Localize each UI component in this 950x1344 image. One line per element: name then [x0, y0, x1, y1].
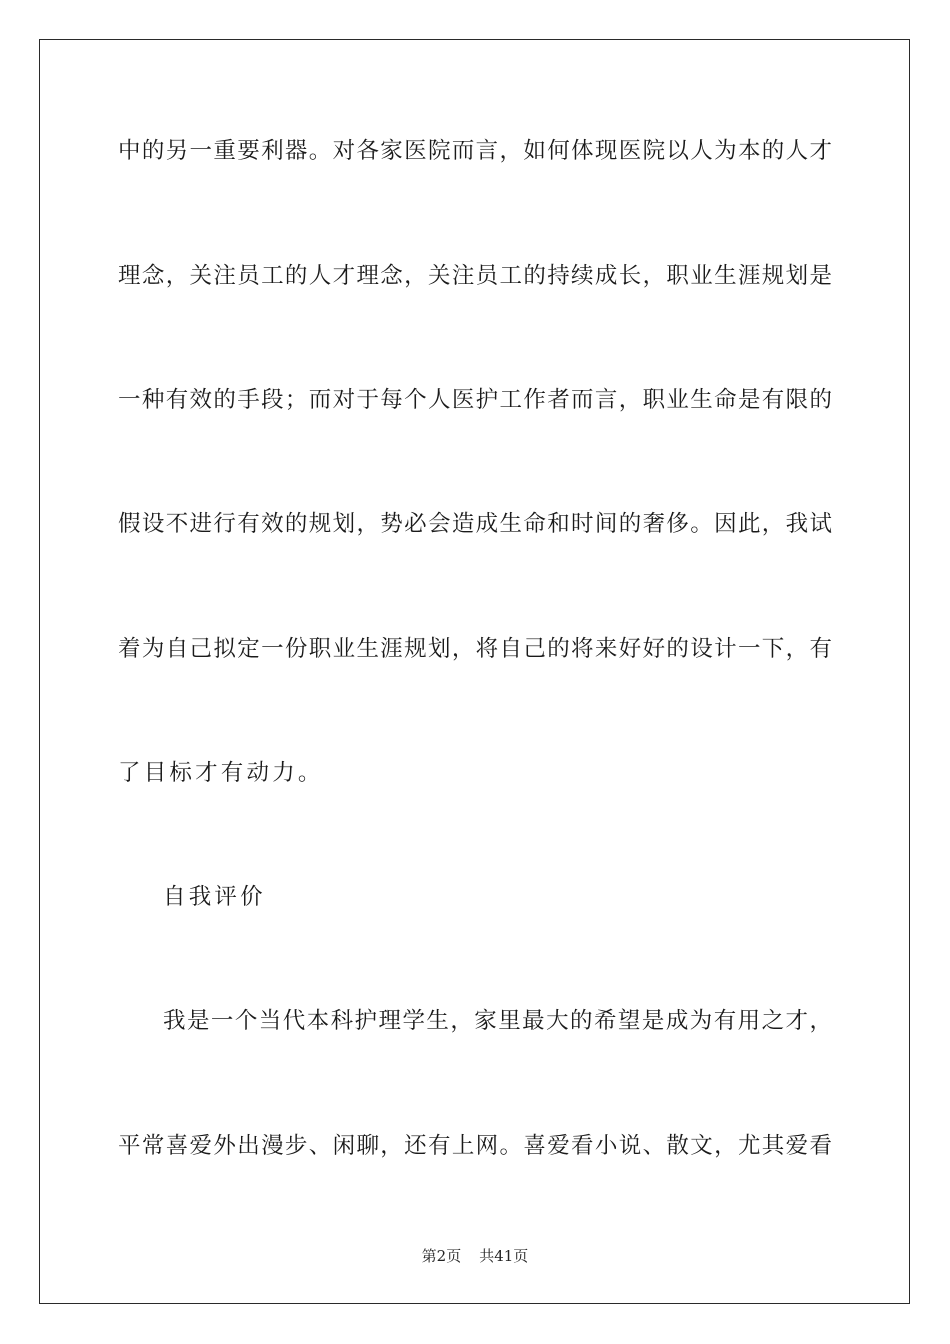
body-text-line: 我是一个当代本科护理学生，家里最大的希望是成为有用之才， [163, 1008, 832, 1034]
body-text-line: 了目标才有动力。 [118, 760, 324, 786]
body-text-line: 假设不进行有效的规划，势必会造成生命和时间的奢侈。因此，我试 [118, 511, 832, 537]
page-number: 第2页 [421, 1247, 462, 1265]
body-text-line: 理念，关注员工的人才理念，关注员工的持续成长，职业生涯规划是 [118, 263, 832, 289]
body-text-line: 一种有效的手段；而对于每个人医护工作者而言，职业生命是有限的 [118, 387, 832, 413]
page-border [39, 39, 910, 1304]
page-footer [0, 1246, 950, 1266]
page-total: 共41页 [479, 1247, 529, 1265]
body-text-line: 着为自己拟定一份职业生涯规划，将自己的将来好好的设计一下，有 [118, 636, 832, 662]
section-heading: 自我评价 [163, 884, 266, 910]
body-text-line: 中的另一重要利器。对各家医院而言，如何体现医院以人为本的人才 [118, 138, 832, 164]
body-text-line: 平常喜爱外出漫步、闲聊，还有上网。喜爱看小说、散文，尤其爱看 [118, 1133, 832, 1159]
